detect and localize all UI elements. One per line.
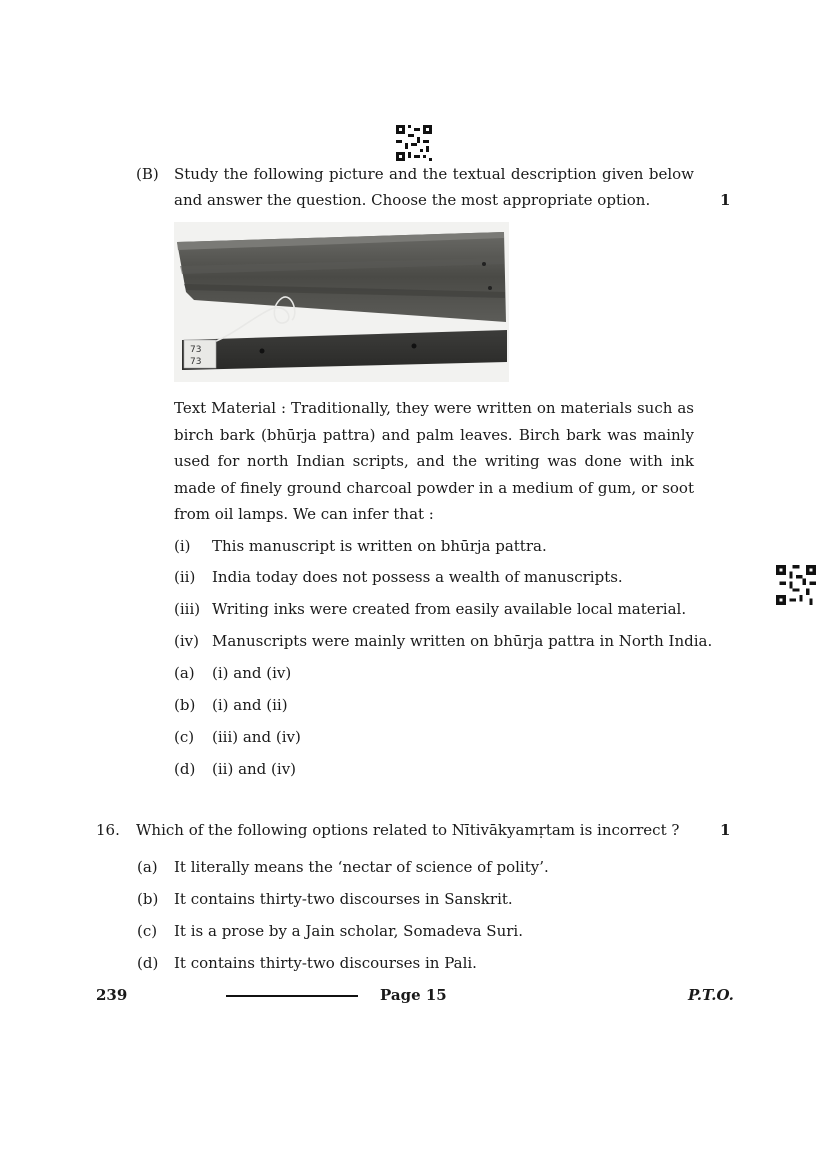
option-label: (c) (174, 728, 195, 746)
question-16-marks: 1 (720, 821, 731, 839)
text-material-line-2: birch bark (bhūrja pattra) and palm leaves. Birch bark was mainly (174, 426, 694, 444)
q16-option-label: (b) (137, 890, 159, 908)
option-text: (i) and (iv) (212, 664, 292, 682)
q16-option-text: It literally means the ‘nectar of science of polity’. (174, 858, 549, 876)
option-text: (i) and (ii) (212, 696, 288, 714)
footer-paper-code: 239 (96, 986, 128, 1004)
section-b-label: (B) (136, 165, 159, 183)
q16-option-text: It contains thirty-two discourses in Sanskrit. (174, 890, 513, 908)
option-label: (b) (174, 696, 196, 714)
side-qr-code-icon (776, 565, 816, 605)
statement-label: (iii) (174, 600, 201, 618)
statement-text: India today does not possess a wealth of manuscripts. (212, 568, 623, 586)
qr-code-icon (396, 125, 432, 161)
photo-tag-top-text: 73 (190, 345, 202, 355)
section-b-instruction-line2: and answer the question. Choose the most appropriate option. (174, 191, 651, 209)
option-text: (iii) and (iv) (212, 728, 301, 746)
footer-page-number: Page 15 (380, 986, 447, 1004)
statement-label: (iv) (174, 632, 199, 650)
footer-divider (226, 995, 358, 997)
q16-option-label: (d) (137, 954, 159, 972)
text-material-line-5: from oil lamps. We can infer that : (174, 505, 434, 523)
statement-label: (i) (174, 537, 191, 555)
option-label: (d) (174, 760, 196, 778)
option-label: (a) (174, 664, 195, 682)
question-16-text: Which of the following options related to Nītivākyamṛtam is incorrect ? (136, 821, 680, 839)
q16-option-text: It contains thirty-two discourses in Pali. (174, 954, 477, 972)
text-material-line-3: used for north Indian scripts, and the writing was done with ink (174, 452, 694, 470)
statement-text: Writing inks were created from easily available local material. (212, 600, 687, 618)
q16-option-text: It is a prose by a Jain scholar, Somadeva Suri. (174, 922, 523, 940)
text-material-line-4: made of finely ground charcoal powder in a medium of gum, or soot (174, 479, 694, 497)
footer-pto: P.T.O. (688, 986, 734, 1004)
text-material-line-1: Text Material : Traditionally, they were written on materials such as (174, 399, 694, 417)
manuscript-photo (174, 222, 509, 382)
section-b-instruction-line1: Study the following picture and the textual description given below (174, 165, 694, 183)
option-text: (ii) and (iv) (212, 760, 297, 778)
statement-text: Manuscripts were mainly written on bhūrja pattra in North India. (212, 632, 713, 650)
q16-option-label: (c) (137, 922, 158, 940)
q16-option-label: (a) (137, 858, 158, 876)
section-b-marks: 1 (720, 191, 731, 209)
question-16-number: 16. (96, 821, 120, 839)
statement-label: (ii) (174, 568, 196, 586)
photo-tag-bottom-text: 73 (190, 357, 202, 367)
statement-text: This manuscript is written on bhūrja pattra. (212, 537, 547, 555)
